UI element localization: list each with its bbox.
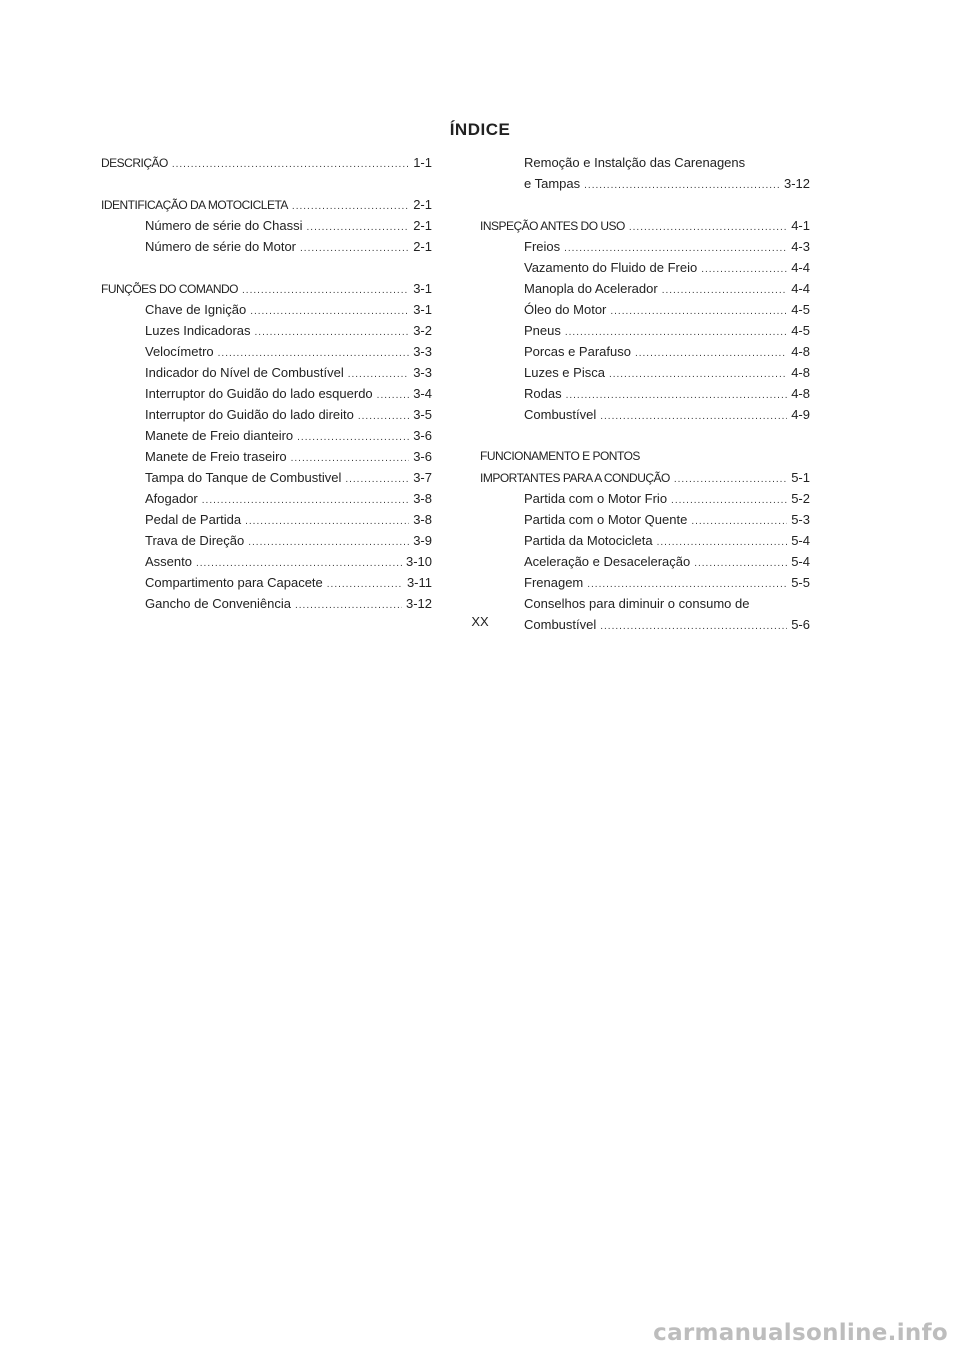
toc-entry-label: Porcas e Parafuso xyxy=(524,344,631,359)
toc-dot-leader xyxy=(566,385,788,406)
toc-page-ref: 3-3 xyxy=(413,365,432,380)
toc-subentry[interactable] xyxy=(101,320,432,341)
toc-dot-leader xyxy=(348,364,409,385)
toc-subentry[interactable] xyxy=(101,572,432,593)
toc-dot-leader xyxy=(694,553,787,574)
toc-section-entry[interactable] xyxy=(101,194,432,215)
toc-dot-leader xyxy=(674,469,787,490)
toc-subentry[interactable] xyxy=(480,509,810,530)
toc-entry-label: IDENTIFICAÇÃO DA MOTOCICLETA xyxy=(101,198,288,212)
toc-subentry[interactable] xyxy=(480,320,810,341)
toc-subentry[interactable] xyxy=(480,257,810,278)
toc-dot-leader xyxy=(248,532,409,553)
toc-entry-label: Manopla do Acelerador xyxy=(524,281,658,296)
toc-dot-leader xyxy=(635,343,787,364)
toc-page-ref: 3-8 xyxy=(413,512,432,527)
toc-entry-label: Óleo do Motor xyxy=(524,302,607,317)
toc-section-entry[interactable] xyxy=(480,467,810,488)
toc-dot-leader xyxy=(255,322,410,343)
toc-entry-label: FUNÇÕES DO COMANDO xyxy=(101,282,239,296)
toc-entry-label: Pedal de Partida xyxy=(145,512,242,527)
toc-page-ref: 3-12 xyxy=(783,176,810,191)
page-number: XX xyxy=(471,614,489,629)
toc-subentry[interactable] xyxy=(480,551,810,572)
toc-entry-label: Combustível xyxy=(524,407,597,422)
toc-dot-leader xyxy=(307,217,410,238)
toc-page-ref: 5-4 xyxy=(791,554,810,569)
toc-subentry[interactable] xyxy=(101,362,432,383)
toc-subentry[interactable] xyxy=(480,173,810,194)
toc-entry-label: Aceleração e Desaceleração xyxy=(524,554,691,569)
toc-page-ref: 3-8 xyxy=(413,491,432,506)
toc-entry-label: Conselhos para diminuir o consumo de xyxy=(524,596,750,611)
toc-dot-leader xyxy=(327,574,403,595)
toc-entry-label: Partida com o Motor Frio xyxy=(524,491,668,506)
toc-subentry[interactable] xyxy=(101,383,432,404)
toc-dot-leader xyxy=(584,175,780,196)
toc-subentry[interactable] xyxy=(101,236,432,257)
toc-subentry[interactable] xyxy=(480,152,810,173)
toc-subentry[interactable] xyxy=(101,299,432,320)
watermark-logo: carmanualsonline.info xyxy=(653,1320,948,1346)
toc-entry-label: Rodas xyxy=(524,386,562,401)
toc-entry-label: Combustível xyxy=(524,617,597,632)
toc-dot-leader xyxy=(691,511,787,532)
toc-spacer xyxy=(101,173,432,194)
toc-subentry[interactable] xyxy=(101,404,432,425)
toc-entry-label: Interruptor do Guidão do lado direito xyxy=(145,407,354,422)
toc-subentry[interactable] xyxy=(101,488,432,509)
toc-spacer xyxy=(480,425,810,446)
toc-page-ref: 3-11 xyxy=(406,575,432,590)
toc-dot-leader xyxy=(629,217,787,238)
toc-subentry[interactable] xyxy=(101,446,432,467)
toc-page-ref: 4-9 xyxy=(791,407,810,422)
toc-dot-leader xyxy=(377,385,410,406)
toc-subentry[interactable] xyxy=(480,488,810,509)
toc-subentry[interactable] xyxy=(480,236,810,257)
toc-dot-leader xyxy=(701,259,787,280)
toc-entry-label: Chave de Ignição xyxy=(145,302,247,317)
toc-page-ref: 3-2 xyxy=(413,323,432,338)
toc-entry-label: Número de série do Chassi xyxy=(145,218,303,233)
toc-entry-label: Assento xyxy=(145,554,192,569)
toc-page-ref: 2-1 xyxy=(413,197,432,212)
toc-page-ref: 3-12 xyxy=(405,596,432,611)
toc-subentry[interactable] xyxy=(101,425,432,446)
toc-subentry[interactable] xyxy=(480,341,810,362)
toc-entry-label: Vazamento do Fluido de Freio xyxy=(524,260,698,275)
toc-page-ref: 5-6 xyxy=(791,617,810,632)
toc-spacer xyxy=(101,257,432,278)
toc-dot-leader xyxy=(300,238,409,259)
toc-subentry[interactable] xyxy=(480,383,810,404)
toc-subentry[interactable] xyxy=(480,278,810,299)
toc-subentry[interactable] xyxy=(101,530,432,551)
toc-subentry[interactable] xyxy=(480,530,810,551)
toc-page-ref: 3-3 xyxy=(413,344,432,359)
toc-spacer xyxy=(480,194,810,215)
toc-page-ref: 4-8 xyxy=(791,386,810,401)
toc-entry-label: Remoção e Instalção das Carenagens xyxy=(524,155,746,170)
toc-dot-leader xyxy=(609,364,787,385)
toc-dot-leader xyxy=(172,154,409,175)
toc-entry-label: Luzes Indicadoras xyxy=(145,323,251,338)
toc-page-ref: 4-4 xyxy=(791,281,810,296)
toc-dot-leader xyxy=(292,196,409,217)
toc-page-ref: 4-5 xyxy=(791,302,810,317)
page-title: ÍNDICE xyxy=(449,120,511,139)
toc-dot-leader xyxy=(564,238,787,259)
toc-subentry[interactable] xyxy=(101,341,432,362)
toc-dot-leader xyxy=(600,406,787,427)
toc-page-ref: 3-1 xyxy=(413,302,432,317)
toc-section-entry[interactable] xyxy=(480,215,810,236)
toc-entry-label: Manete de Freio dianteiro xyxy=(145,428,294,443)
toc-dot-leader xyxy=(610,301,787,322)
toc-page-ref: 4-8 xyxy=(791,344,810,359)
toc-entry-label: DESCRIÇÃO xyxy=(101,156,168,170)
toc-page-ref: 3-4 xyxy=(413,386,432,401)
toc-right-column xyxy=(480,152,810,635)
toc-dot-leader xyxy=(196,553,402,574)
toc-section-entry[interactable] xyxy=(101,278,432,299)
toc-page-ref: 4-8 xyxy=(791,365,810,380)
toc-entry-label: Velocímetro xyxy=(145,344,214,359)
toc-page-ref: 4-5 xyxy=(791,323,810,338)
toc-dot-leader xyxy=(587,574,787,595)
toc-page-ref: 5-1 xyxy=(791,470,810,485)
toc-page-ref: 4-1 xyxy=(791,218,810,233)
toc-entry-label: e Tampas xyxy=(524,176,581,191)
toc-entry-label: Trava de Direção xyxy=(145,533,245,548)
toc-page-ref: 3-6 xyxy=(413,428,432,443)
toc-dot-leader xyxy=(662,280,788,301)
toc-page-ref: 3-1 xyxy=(413,281,432,296)
toc-page-ref: 5-3 xyxy=(791,512,810,527)
toc-entry-label: IMPORTANTES PARA A CONDUÇÃO xyxy=(480,471,670,485)
toc-page-ref: 3-5 xyxy=(413,407,432,422)
toc-entry-label: Número de série do Motor xyxy=(145,239,297,254)
toc-entry-label: FUNCIONAMENTO E PONTOS xyxy=(480,449,640,463)
toc-entry-label: Luzes e Pisca xyxy=(524,365,605,380)
toc-entry-label: Frenagem xyxy=(524,575,584,590)
toc-page-ref: 3-7 xyxy=(413,470,432,485)
toc-dot-leader xyxy=(345,469,409,490)
toc-dot-leader xyxy=(671,490,787,511)
toc-subentry[interactable] xyxy=(480,404,810,425)
toc-subentry[interactable] xyxy=(480,299,810,320)
toc-dot-leader xyxy=(295,595,402,616)
toc-subentry[interactable] xyxy=(480,593,810,614)
toc-page-ref: 5-5 xyxy=(791,575,810,590)
toc-page-ref: 3-9 xyxy=(413,533,432,548)
toc-entry-label: Manete de Freio traseiro xyxy=(145,449,287,464)
toc-dot-leader xyxy=(202,490,409,511)
toc-page-ref: 3-6 xyxy=(413,449,432,464)
toc-page-ref: 3-10 xyxy=(405,554,432,569)
toc-page-ref: 5-2 xyxy=(791,491,810,506)
toc-entry-label: Pneus xyxy=(524,323,561,338)
toc-subentry[interactable] xyxy=(480,572,810,593)
toc-entry-label: Partida da Motocicleta xyxy=(524,533,653,548)
toc-page-ref: 1-1 xyxy=(413,155,432,170)
toc-entry-label: Interruptor do Guidão do lado esquerdo xyxy=(145,386,373,401)
toc-dot-leader xyxy=(358,406,409,427)
toc-dot-leader xyxy=(657,532,788,553)
toc-subentry[interactable] xyxy=(101,467,432,488)
toc-subentry[interactable] xyxy=(101,593,432,614)
toc-dot-leader xyxy=(291,448,410,469)
toc-page-ref: 2-1 xyxy=(413,239,432,254)
toc-subentry[interactable] xyxy=(101,551,432,572)
toc-page-ref: 2-1 xyxy=(413,218,432,233)
toc-subentry[interactable] xyxy=(101,509,432,530)
toc-entry-label: Freios xyxy=(524,239,561,254)
toc-left-column xyxy=(101,152,432,614)
toc-section-entry[interactable] xyxy=(101,152,432,173)
toc-page-ref: 4-4 xyxy=(791,260,810,275)
toc-page-ref: 4-3 xyxy=(791,239,810,254)
toc-dot-leader xyxy=(250,301,409,322)
toc-entry-label: INSPEÇÃO ANTES DO USO xyxy=(480,219,625,233)
toc-entry-label: Tampa do Tanque de Combustivel xyxy=(145,470,342,485)
toc-subentry[interactable] xyxy=(101,215,432,236)
toc-page-ref: 5-4 xyxy=(791,533,810,548)
toc-dot-leader xyxy=(242,280,409,301)
toc-dot-leader xyxy=(218,343,410,364)
toc-entry-label: Afogador xyxy=(145,491,198,506)
toc-entry-label: Gancho de Conveniência xyxy=(145,596,291,611)
toc-dot-leader xyxy=(565,322,787,343)
toc-dot-leader xyxy=(297,427,409,448)
toc-entry-label: Indicador do Nível de Combustível xyxy=(145,365,344,380)
toc-subentry[interactable] xyxy=(480,362,810,383)
toc-section-entry[interactable] xyxy=(480,446,810,467)
toc-entry-label: Partida com o Motor Quente xyxy=(524,512,688,527)
toc-entry-label: Compartimento para Capacete xyxy=(145,575,323,590)
toc-dot-leader xyxy=(245,511,409,532)
